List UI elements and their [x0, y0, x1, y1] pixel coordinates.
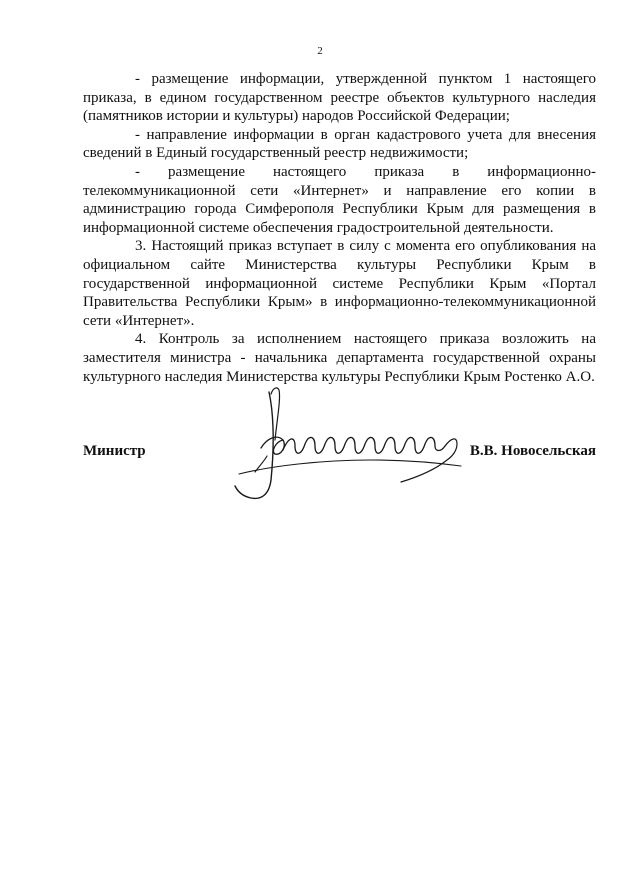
- paragraph-item-5: [83, 330, 596, 386]
- page-number: 2: [317, 45, 323, 57]
- signature-block: [83, 380, 596, 520]
- paragraph-item-3: [83, 163, 596, 237]
- paragraph-bullet: -: [135, 163, 140, 180]
- signer-name: В.В. Новосельская: [469, 443, 596, 459]
- paragraph-item-4: [83, 237, 596, 330]
- paragraph-item-2: [83, 126, 596, 163]
- paragraph-text: Настоящий приказ вступает в силу с момента его опубликования на официальном сайте Министерства культуры Республики Крым в государственной информационной системе Республики Крым «Портал Правительства Республики Крым» в информационно-телекоммуникационной сети «Интернет».: [83, 238, 597, 329]
- paragraph-bullet: -: [135, 71, 140, 87]
- paragraph-item-1: [83, 70, 596, 126]
- paragraph-text: размещение настоящего приказа в информационно-телекоммуникационной сети «Интернет» и направление его копии в администрацию города Симферополя Республики Крым для размещения в информационной системе обеспечения градостроительной деятельности.: [83, 163, 596, 236]
- paragraph-text: размещение информации, утвержденной пунктом 1 настоящего приказа, в едином государственном реестре объектов культурного наследия (памятников истории и культуры) народов Российской Федерации;: [83, 71, 596, 125]
- handwritten-signature: [231, 380, 471, 510]
- document-body: [83, 70, 596, 386]
- paragraph-text: направление информации в орган кадастрового учета для внесения сведений в Единый государственный реестр недвижимости;: [83, 126, 596, 162]
- signer-title: Министр: [83, 443, 146, 459]
- paragraph-bullet: -: [135, 126, 140, 143]
- paragraph-text: Контроль за исполнением настоящего приказа возложить на заместителя министра - начальника департамента государственной охраны культурного наследия Министерства культуры Республики Крым Ростенко А.О.: [83, 331, 596, 385]
- paragraph-number: 4.: [135, 331, 147, 348]
- paragraph-number: 3.: [135, 238, 147, 255]
